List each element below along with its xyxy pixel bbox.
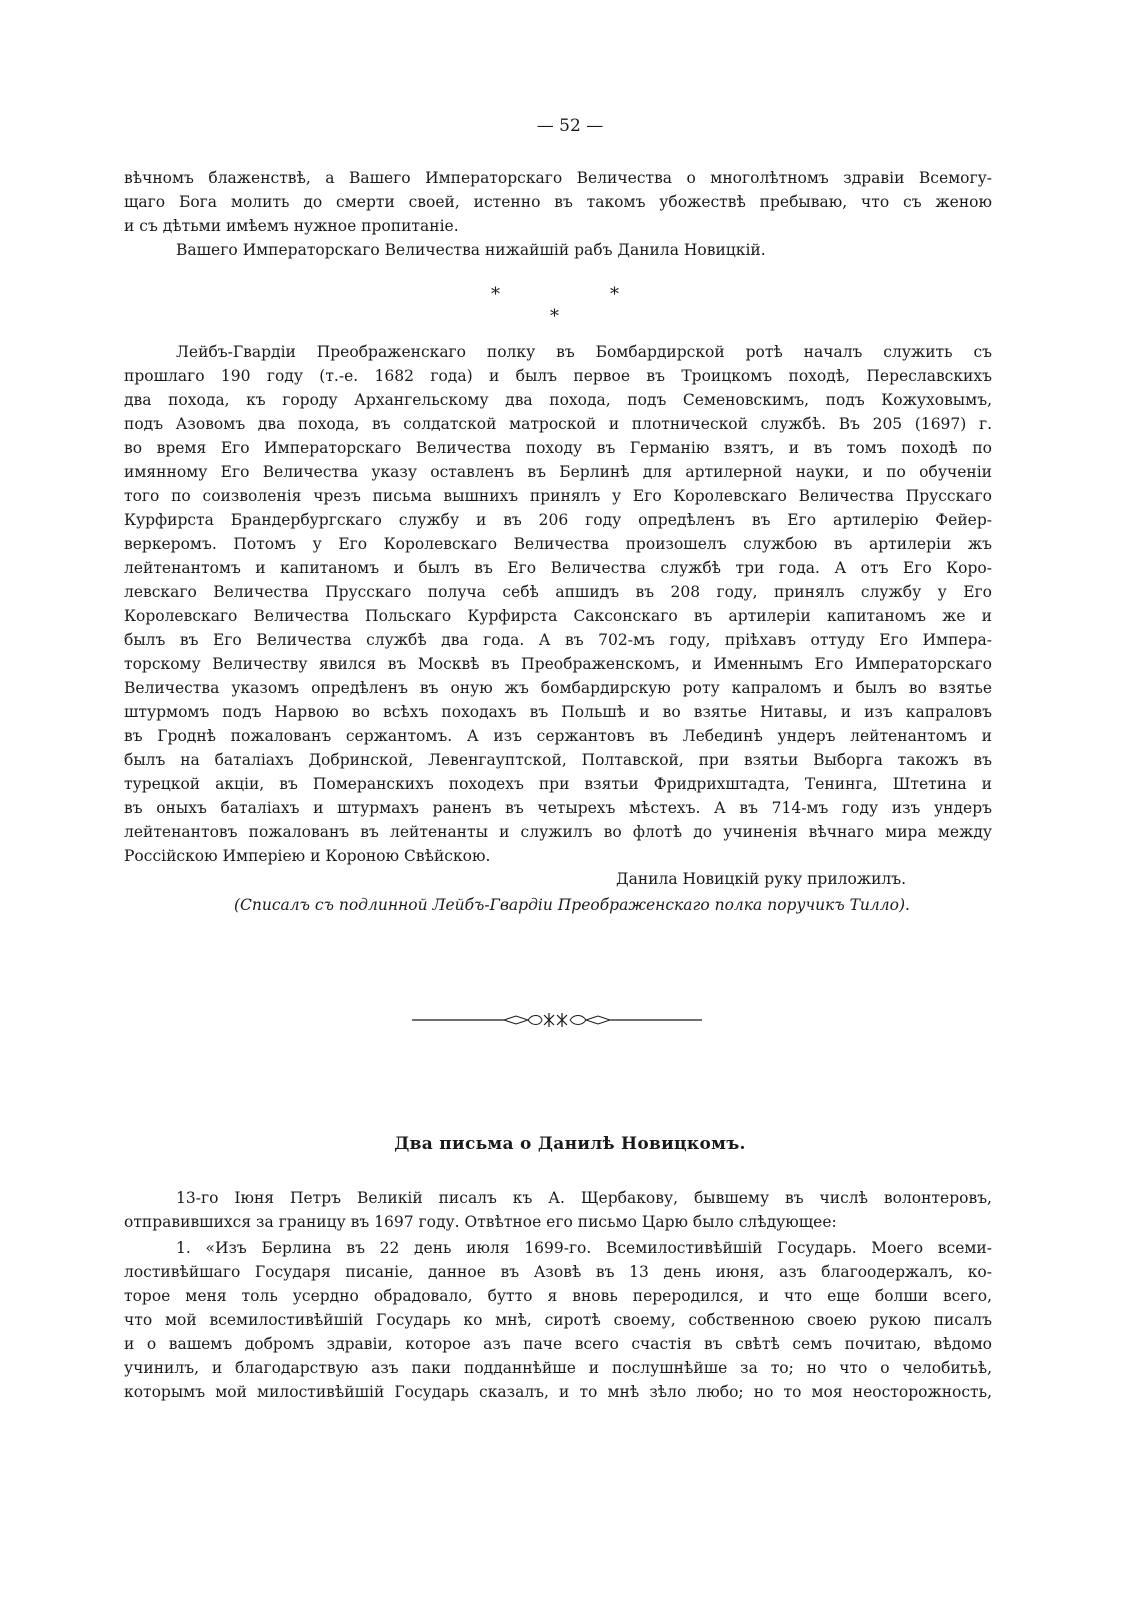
page-number: — 52 —	[536, 116, 604, 136]
asterisk-divider: *	[491, 284, 500, 305]
text-line: прошлаго 190 году (т.-е. 1682 года) и былъ первое въ Троицкомъ походѣ, Переславскихъ	[124, 367, 992, 385]
text-line: отправившихся за границу въ 1697 году. Отвѣтное его письмо Царю было слѣдующее:	[124, 1213, 837, 1231]
asterisk-divider: *	[610, 284, 619, 305]
text-line: лейтенантовъ пожалованъ въ лейтенанты и служилъ во флотѣ до учиненія вѣчнаго мира между	[124, 823, 992, 841]
text-line: Величества указомъ опредѣленъ въ оную жъ бомбардирскую роту капраломъ и былъ во взятье	[124, 679, 992, 697]
text-line: и о вашемъ добромъ здравіи, которое азъ паче всего счастія въ свѣтѣ семъ почитаю, вѣдомо	[124, 1335, 992, 1353]
text-line: два похода, къ городу Архангельскому два похода, подъ Семеновскимъ, подъ Кожуховымъ,	[124, 391, 992, 409]
copy-note: (Списалъ съ подлинной Лейбъ-Гвардіи Преображенскаго полка поручикъ Тилло).	[234, 896, 910, 914]
record-signature: Данила Новицкій руку приложилъ.	[616, 870, 907, 888]
text-line: что мой всемилостивѣйшій Государь ко мнѣ, сиротѣ своему, собственною своею рукою писалъ	[124, 1311, 992, 1329]
text-line: торое меня толь усердно обрадовало, бутто я вновь переродился, и что еще болши всего,	[124, 1287, 992, 1305]
text-line: Курфирста Брандербургскаго службу и въ 206 году опредѣленъ въ Его артилерію Фейер-	[124, 511, 992, 529]
text-line: Лейбъ-Гвардіи Преображенскаго полку въ Бомбардирской ротѣ началъ служить съ	[176, 343, 992, 361]
text-line: подъ Азовомъ два похода, въ солдатской матроской и плотнической службѣ. Въ 205 (1697) г.	[124, 415, 992, 433]
text-line: во время Его Императорскаго Величества походу въ Германію взятъ, и въ томъ походѣ по	[124, 439, 992, 457]
text-line: которымъ мой милостивѣйшій Государь сказалъ, и то мнѣ зѣло любо; но то моя неосторожность,	[124, 1383, 992, 1401]
text-line: былъ на баталіахъ Добринской, Левенгауптской, Полтавской, при взятьи Выборга такожъ въ	[124, 751, 992, 769]
text-line: щаго Бога молить до смерти своей, истенно въ такомъ убожествѣ пребываю, что съ женою	[124, 193, 992, 211]
text-line: Россійскою Имперіею и Короною Свѣйскою.	[124, 847, 491, 865]
asterisk-divider: *	[550, 306, 559, 327]
text-line: былъ въ Его Величества службѣ два года. А въ 702-мъ году, пріѣхавъ оттуду Его Импера-	[124, 631, 992, 649]
text-line: вѣчномъ блаженствѣ, а Вашего Императорскаго Величества о многолѣтномъ здравіи Всемогу-	[124, 169, 992, 187]
letter-signature: Вашего Императорскаго Величества нижайшій рабъ Данила Новицкій.	[176, 241, 766, 259]
text-line: 13-го Іюня Петръ Великій писалъ къ А. Щербакову, бывшему въ числѣ волонтеровъ,	[176, 1189, 992, 1207]
text-line: того по соизволенія чрезъ письма вышнихъ принялъ у Его Королевскаго Величества Прусскаго	[124, 487, 992, 505]
text-line: торскому Величеству явился въ Москвѣ въ Преображенскомъ, и Именнымъ Его Императорскаго	[124, 655, 992, 673]
text-line: и съ дѣтьми имѣемъ нужное пропитаніе.	[124, 217, 459, 235]
text-line: турецкой акціи, въ Померанскихъ походехъ при взятьи Фридрихштадта, Тенинга, Штетина и	[124, 775, 992, 793]
text-line: въ Гроднѣ пожалованъ сержантомъ. А изъ сержантовъ въ Лебединѣ ундеръ лейтенантомъ и	[124, 727, 992, 745]
text-line: лейтенантомъ и капитаномъ и былъ въ Его Величества службѣ три года. А отъ Его Коро-	[124, 559, 992, 577]
text-line: левскаго Величества Прусскаго получа себѣ апшидъ въ 208 году, принялъ службу у Его	[124, 583, 992, 601]
text-line: штурмомъ подъ Нарвою во всѣхъ походахъ въ Польшѣ и во взятье Нитавы, и изъ капраловъ	[124, 703, 992, 721]
text-line: въ оныхъ баталіахъ и штурмахъ раненъ въ четырехъ мѣстехъ. А въ 714-мъ году изъ ундеръ	[124, 799, 992, 817]
ornament-divider	[412, 1008, 702, 1032]
text-line: Королевскаго Величества Польскаго Курфирста Саксонскаго въ артилеріи капитаномъ же и	[124, 607, 992, 625]
text-line: учинилъ, и благодарствую азъ паки подданнѣйше и послушнѣйше за то; но что о челобитьѣ,	[124, 1359, 992, 1377]
text-line: лостивѣйшаго Государя писаніе, данное въ Азовѣ въ 13 день июня, азъ благоодержалъ, ко-	[124, 1263, 992, 1281]
section-heading: Два письма о Данилѣ Новицкомъ.	[394, 1134, 746, 1154]
text-line: имянному Его Величества указу оставленъ въ Берлинѣ для артилерной науки, и по обученіи	[124, 463, 992, 481]
text-line: веркеромъ. Потомъ у Его Королевскаго Величества произошелъ службою въ артилеріи жъ	[124, 535, 992, 553]
text-line: 1. «Изъ Берлина въ 22 день июля 1699-го. Всемилостивѣйшій Государь. Моего всеми-	[176, 1239, 992, 1257]
